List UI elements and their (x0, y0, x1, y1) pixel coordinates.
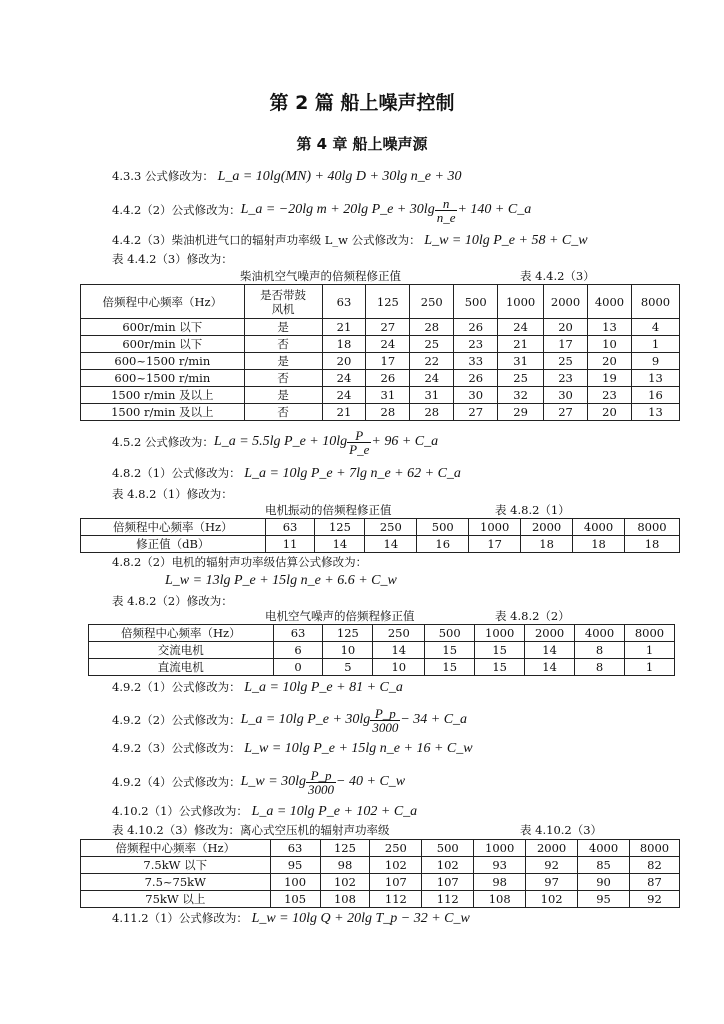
cell: 18 (322, 336, 366, 353)
cell: 17 (366, 353, 410, 370)
cell: 108 (320, 891, 370, 908)
header-cell: 2000 (521, 519, 573, 536)
cell: 0 (273, 659, 323, 676)
cell: 14 (525, 659, 575, 676)
header-cell: 125 (320, 840, 370, 857)
header-cell: 125 (323, 625, 373, 642)
cell: 10 (588, 336, 632, 353)
cell: 26 (366, 370, 410, 387)
cell: 9 (631, 353, 679, 370)
cell: 18 (521, 536, 573, 553)
cell: 26 (454, 319, 498, 336)
header-cell: 倍频程中心频率（Hz） (81, 285, 245, 319)
cell: 75kW 以上 (81, 891, 271, 908)
table-row (81, 874, 680, 891)
header-cell: 500 (422, 840, 474, 857)
cell: 29 (498, 404, 544, 421)
cell: 28 (410, 319, 454, 336)
header-cell: 倍频程中心频率（Hz） (81, 519, 266, 536)
item-label: 4.4.2（2）公式修改为： (112, 203, 241, 217)
cell: 25 (498, 370, 544, 387)
header-cell: 125 (315, 519, 365, 536)
item-label: 4.10.2（1）公式修改为： (112, 804, 248, 818)
formula: L_a = 10lg P_e + 7lg n_e + 62 + C_a (244, 466, 461, 481)
header-cell: 250 (365, 519, 417, 536)
cell: 修正值（dB） (81, 536, 266, 553)
cell: 90 (578, 874, 630, 891)
cell: 是 (244, 319, 322, 336)
cell: 97 (526, 874, 578, 891)
item-4-10-2-1 (112, 803, 417, 820)
cell: 14 (525, 642, 575, 659)
cell: 16 (631, 387, 679, 404)
cell: 17 (544, 336, 588, 353)
item-label: 4.8.2（2）电机的辐射声功率级估算公式修改为： (112, 555, 368, 569)
cell: 21 (322, 319, 366, 336)
header-cell: 2000 (544, 285, 588, 319)
item-4-9-2-4 (112, 764, 405, 800)
cell: 否 (244, 404, 322, 421)
cell: 直流电机 (89, 659, 274, 676)
cell: 16 (417, 536, 469, 553)
table-caption: 电机空气噪声的倍频程修正值 (265, 609, 415, 623)
cell: 14 (315, 536, 365, 553)
cell: 14 (373, 642, 425, 659)
formula: L_w = 10lg Q + 20lg T_p − 32 + C_w (251, 911, 470, 926)
header-cell: 8000 (629, 840, 679, 857)
cell: 25 (544, 353, 588, 370)
item-4-9-2-3 (112, 740, 473, 757)
fraction-denominator: P_e (349, 441, 370, 457)
cell: 21 (498, 336, 544, 353)
header-cell: 1000 (469, 519, 521, 536)
cell: 24 (366, 336, 410, 353)
cell: 102 (370, 857, 422, 874)
cell: 27 (366, 319, 410, 336)
formula-pre: L_a = −20lg m + 20lg P_e + 30lg (240, 202, 435, 217)
table-row (81, 370, 680, 387)
header-cell: 500 (454, 285, 498, 319)
item-4-8-2-2-formula (165, 572, 397, 589)
cell: 31 (498, 353, 544, 370)
cell: 15 (475, 659, 525, 676)
header-cell: 8000 (625, 519, 680, 536)
cell: 18 (625, 536, 680, 553)
item-label: 4.3.3 公式修改为： (112, 169, 214, 183)
cell: 102 (526, 891, 578, 908)
item-4-8-2-2 (112, 554, 367, 570)
table-note: 表 4.8.2（1）修改为： (112, 487, 233, 501)
formula: L_w = 13lg P_e + 15lg n_e + 6.6 + C_w (165, 573, 397, 588)
cell: 31 (410, 387, 454, 404)
cell: 6 (273, 642, 323, 659)
cell: 33 (454, 353, 498, 370)
item-label: 4.4.2（3）柴油机进气口的辐射声功率级 L_w 公式修改为： (112, 233, 421, 247)
header-cell: 250 (370, 840, 422, 857)
header-cell: 倍频程中心频率（Hz） (89, 625, 274, 642)
table-4-8-2-1 (80, 518, 680, 553)
table-header-row (81, 285, 680, 319)
part-title: 第 2 篇 船上噪声控制 (269, 92, 455, 114)
cell: 5 (323, 659, 373, 676)
cell: 15 (475, 642, 525, 659)
table-row (81, 387, 680, 404)
item-4-9-2-1 (112, 679, 403, 696)
header-cell: 8000 (624, 625, 674, 642)
header-cell: 250 (410, 285, 454, 319)
cell: 14 (365, 536, 417, 553)
table-number: 表 4.4.2（3） (520, 269, 595, 283)
table-4-4-2-3 (80, 284, 680, 421)
cell: 是 (244, 353, 322, 370)
cell: 否 (244, 370, 322, 387)
header-cell: 4000 (575, 625, 625, 642)
formula-post: + 96 + C_a (371, 434, 439, 449)
table-row (81, 404, 680, 421)
cell: 28 (410, 404, 454, 421)
formula-post: − 40 + C_w (336, 774, 406, 789)
fraction-denominator: 3000 (372, 719, 399, 735)
header-cell: 1000 (498, 285, 544, 319)
cell: 22 (410, 353, 454, 370)
cell: 98 (320, 857, 370, 874)
cell: 85 (578, 857, 630, 874)
table-row (81, 891, 680, 908)
formula-pre: L_a = 5.5lg P_e + 10lg (213, 434, 348, 449)
formula-fraction (370, 707, 400, 734)
formula: L_a = 10lg P_e + 102 + C_a (251, 804, 418, 819)
cell: 600~1500 r/min (81, 353, 245, 370)
cell: 108 (474, 891, 526, 908)
formula: L_a = 10lg(MN) + 40lg D + 30lg n_e + 30 (217, 169, 462, 184)
cell: 15 (425, 659, 475, 676)
header-cell: 2000 (525, 625, 575, 642)
table-4-10-2-3 (80, 839, 680, 908)
table-header-row (89, 625, 675, 642)
cell: 17 (469, 536, 521, 553)
item-label: 4.8.2（1）公式修改为： (112, 466, 241, 480)
formula-post: + 140 + C_a (457, 202, 532, 217)
cell: 8 (575, 659, 625, 676)
formula-fraction (435, 197, 458, 224)
cell: 102 (320, 874, 370, 891)
cell: 92 (629, 891, 679, 908)
fraction-numerator: P (347, 429, 371, 443)
formula: L_w = 10lg P_e + 15lg n_e + 16 + C_w (244, 741, 473, 756)
table-row (89, 642, 675, 659)
item-label: 4.5.2 公式修改为： (112, 435, 214, 449)
fraction-numerator: P_p (370, 707, 400, 721)
cell: 31 (366, 387, 410, 404)
header-cell: 63 (322, 285, 366, 319)
table-number: 表 4.10.2（3） (520, 823, 603, 837)
cell: 25 (410, 336, 454, 353)
header-cell: 500 (425, 625, 475, 642)
formula: L_a = 10lg P_e + 81 + C_a (244, 680, 403, 695)
cell: 107 (370, 874, 422, 891)
cell: 8 (575, 642, 625, 659)
table-row (89, 659, 675, 676)
table-caption: 柴油机空气噪声的倍频程修正值 (240, 269, 401, 283)
cell: 交流电机 (89, 642, 274, 659)
cell: 1500 r/min 及以上 (81, 404, 245, 421)
fraction-numerator: P_p (306, 769, 336, 783)
table-number: 表 4.8.2（2） (495, 609, 570, 623)
table-header-row (81, 840, 680, 857)
cell: 13 (631, 370, 679, 387)
item-label: 4.9.2（1）公式修改为： (112, 680, 241, 694)
table-number: 表 4.8.2（1） (495, 503, 570, 517)
cell: 27 (454, 404, 498, 421)
cell: 92 (526, 857, 578, 874)
table-row (81, 857, 680, 874)
header-cell: 4000 (578, 840, 630, 857)
header-cell: 250 (373, 625, 425, 642)
table-caption: 电机振动的倍频程修正值 (265, 503, 392, 517)
cell: 20 (588, 353, 632, 370)
cell: 27 (544, 404, 588, 421)
cell: 10 (323, 642, 373, 659)
table-row (81, 536, 680, 553)
cell: 105 (270, 891, 320, 908)
table-note: 表 4.4.2（3）修改为： (112, 252, 233, 266)
cell: 13 (631, 404, 679, 421)
cell: 24 (410, 370, 454, 387)
table-note: 表 4.8.2（2）修改为： (112, 594, 233, 608)
table-row (81, 319, 680, 336)
header-cell: 2000 (526, 840, 578, 857)
item-4-4-2-3 (112, 232, 588, 249)
fraction-denominator: n_e (436, 209, 456, 225)
formula-fraction (347, 429, 371, 456)
cell: 15 (425, 642, 475, 659)
cell: 28 (366, 404, 410, 421)
fraction-denominator: 3000 (308, 781, 335, 797)
header-cell: 4000 (573, 519, 625, 536)
cell: 26 (454, 370, 498, 387)
cell: 87 (629, 874, 679, 891)
header-cell: 63 (270, 840, 320, 857)
item-4-9-2-2 (112, 702, 467, 738)
header-cell: 500 (417, 519, 469, 536)
cell: 19 (588, 370, 632, 387)
header-cell: 63 (265, 519, 315, 536)
header-cell: 4000 (588, 285, 632, 319)
cell: 11 (265, 536, 315, 553)
table-4-8-2-2 (88, 624, 675, 676)
cell: 82 (629, 857, 679, 874)
table-row (81, 353, 680, 370)
cell: 23 (588, 387, 632, 404)
cell: 1 (624, 642, 674, 659)
table-row (81, 336, 680, 353)
header-cell: 是否带鼓风机 (244, 285, 322, 319)
cell: 20 (544, 319, 588, 336)
fraction-numerator: n (435, 197, 458, 211)
item-4-11-2-1 (112, 910, 470, 927)
cell: 30 (544, 387, 588, 404)
table-note: 表 4.10.2（3）修改为：离心式空压机的辐射声功率级 (112, 823, 390, 837)
cell: 100 (270, 874, 320, 891)
chapter-title: 第 4 章 船上噪声源 (296, 135, 428, 153)
cell: 21 (322, 404, 366, 421)
cell: 20 (588, 404, 632, 421)
cell: 95 (578, 891, 630, 908)
cell: 600r/min 以下 (81, 319, 245, 336)
cell: 93 (474, 857, 526, 874)
cell: 13 (588, 319, 632, 336)
cell: 1 (624, 659, 674, 676)
cell: 112 (370, 891, 422, 908)
cell: 24 (322, 370, 366, 387)
cell: 否 (244, 336, 322, 353)
formula-pre: L_w = 30lg (240, 774, 307, 789)
cell: 10 (373, 659, 425, 676)
cell: 32 (498, 387, 544, 404)
item-label: 4.9.2（4）公式修改为： (112, 775, 241, 789)
cell: 7.5kW 以下 (81, 857, 271, 874)
item-4-3-3 (112, 168, 461, 185)
formula-post: − 34 + C_a (400, 712, 468, 727)
cell: 4 (631, 319, 679, 336)
cell: 1500 r/min 及以上 (81, 387, 245, 404)
cell: 24 (498, 319, 544, 336)
header-cell: 倍频程中心频率（Hz） (81, 840, 271, 857)
cell: 95 (270, 857, 320, 874)
cell: 18 (573, 536, 625, 553)
header-cell: 1000 (475, 625, 525, 642)
cell: 102 (422, 857, 474, 874)
item-4-4-2-2 (112, 192, 531, 228)
cell: 20 (322, 353, 366, 370)
cell: 是 (244, 387, 322, 404)
formula: L_w = 10lg P_e + 58 + C_w (424, 233, 588, 248)
cell: 600~1500 r/min (81, 370, 245, 387)
header-cell: 1000 (474, 840, 526, 857)
item-4-5-2 (112, 424, 438, 460)
cell: 98 (474, 874, 526, 891)
header-cell: 125 (366, 285, 410, 319)
cell: 107 (422, 874, 474, 891)
cell: 24 (322, 387, 366, 404)
item-label: 4.9.2（3）公式修改为： (112, 741, 241, 755)
cell: 112 (422, 891, 474, 908)
item-label: 4.9.2（2）公式修改为： (112, 713, 241, 727)
item-label: 4.11.2（1）公式修改为： (112, 911, 248, 925)
item-4-8-2-1 (112, 465, 461, 482)
formula-fraction (306, 769, 336, 796)
cell: 1 (631, 336, 679, 353)
cell: 30 (454, 387, 498, 404)
cell: 23 (454, 336, 498, 353)
cell: 23 (544, 370, 588, 387)
formula-pre: L_a = 10lg P_e + 30lg (240, 712, 371, 727)
header-cell: 8000 (631, 285, 679, 319)
cell: 7.5~75kW (81, 874, 271, 891)
header-cell: 63 (273, 625, 323, 642)
cell: 600r/min 以下 (81, 336, 245, 353)
table-header-row (81, 519, 680, 536)
